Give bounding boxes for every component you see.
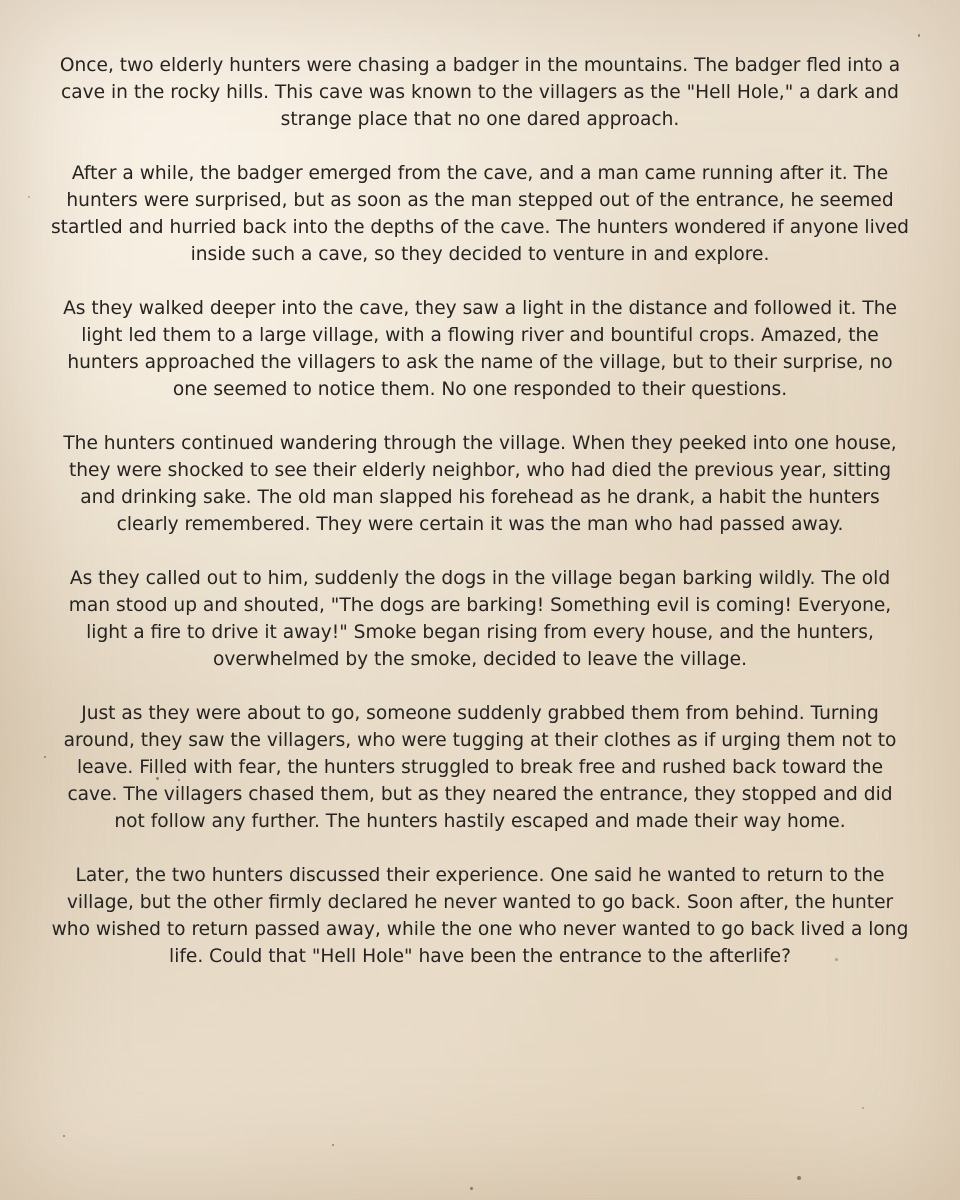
story-paragraph: As they walked deeper into the cave, they saw a light in the distance and followed it. The light led them to a large village, with a flowing river and bountiful crops. Amazed, the hunters approached the villagers to ask the name of the village, but to their surprise, no one seemed to notice them. No one responded to their questions. [63, 298, 897, 400]
paper-speck [918, 34, 920, 37]
paper-speck [470, 1187, 473, 1190]
paper-speck [44, 756, 46, 758]
paper-speck [797, 1176, 801, 1180]
paper-speck [28, 196, 30, 198]
story-paragraph: After a while, the badger emerged from the cave, and a man came running after it. The hunters were surprised, but as soon as the man stepped out of the entrance, he seemed startled and hurried back into the depths of the cave. The hunters wondered if anyone lived inside such a cave, so they decided to venture in and explore. [51, 163, 909, 265]
paper-speck [332, 1144, 334, 1146]
story-paragraph: Later, the two hunters discussed their experience. One said he wanted to return to the village, but the other firmly declared he never wanted to go back. Soon after, the hunter who wished to return passed away, while the one who never wanted to go back lived a long life. Could that "Hell Hole" have been the entrance to the afterlife? [51, 865, 909, 967]
story-paragraph: As they called out to him, suddenly the dogs in the village began barking wildly. The old man stood up and shouted, "The dogs are barking! Something evil is coming! Everyone, light a fire to drive it away!" Smoke began rising from every house, and the hunters, overwhelmed by the smoke, decided to leave the village. [68, 568, 892, 670]
story-paragraph: The hunters continued wandering through the village. When they peeked into one house, they were shocked to see their elderly neighbor, who had died the previous year, sitting and drinking sake. The old man slapped his forehead as he drank, a habit the hunters clearly remembered. They were certain it was the man who had passed away. [63, 433, 897, 535]
paper-speck [862, 1107, 864, 1109]
story-paragraph: Once, two elderly hunters were chasing a badger in the mountains. The badger fled into a cave in the rocky hills. This cave was known to the villagers as the "Hell Hole," a dark and strange place that no one dared approach. [59, 55, 901, 130]
story-paragraph: Just as they were about to go, someone suddenly grabbed them from behind. Turning around, they saw the villagers, who were tugging at their clothes as if urging them not to leave. Filled with fear, the hunters struggled to break free and rushed back toward the cave. The villagers chased them, but as they neared the entrance, they stopped and did not follow any further. The hunters hastily escaped and made their way home. [63, 703, 897, 832]
story-text [50, 52, 910, 997]
paper-speck [63, 1135, 65, 1137]
